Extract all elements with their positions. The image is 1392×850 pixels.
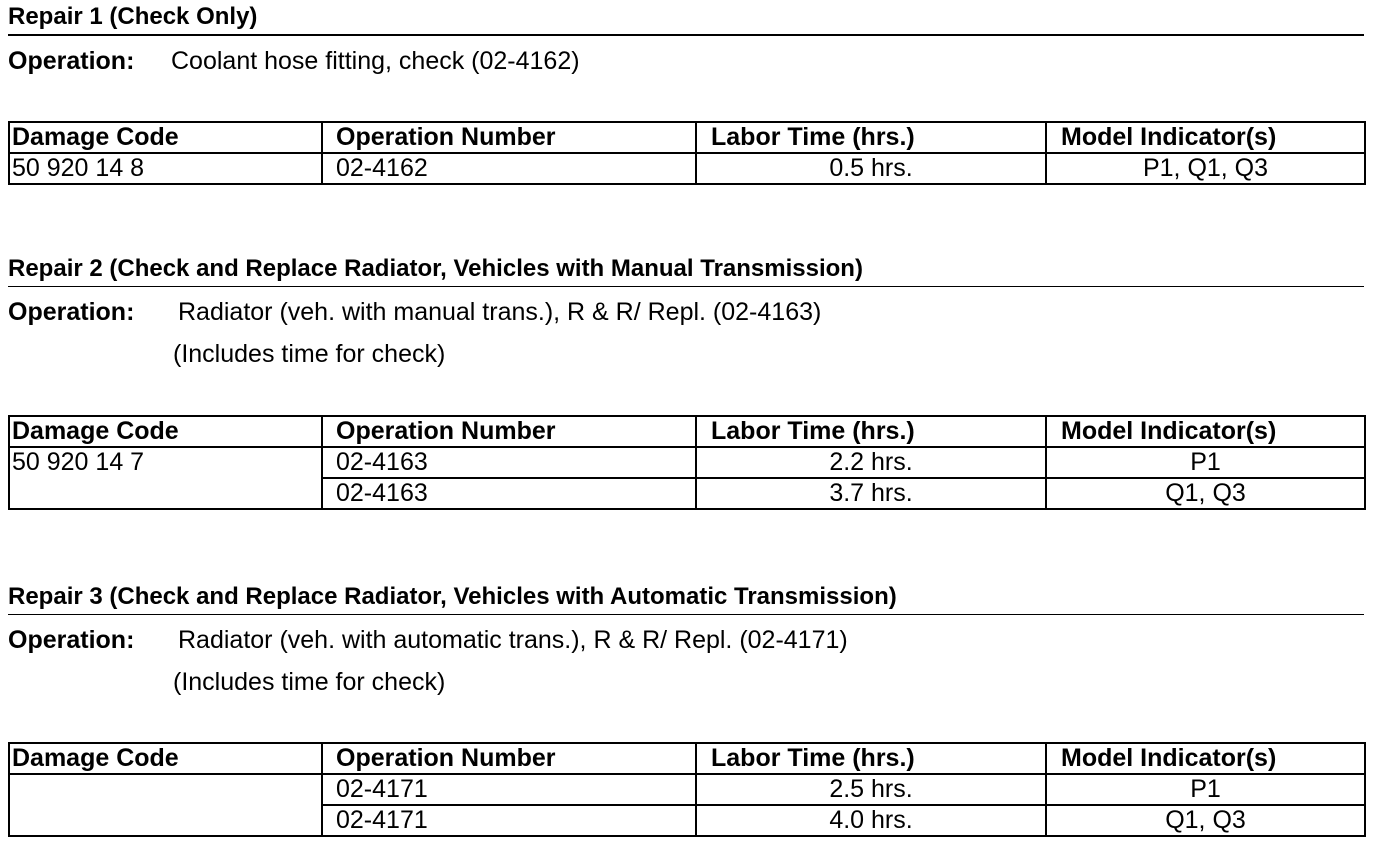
- header-operation-number: Operation Number: [322, 416, 696, 447]
- repair-1-operation: [8, 46, 1364, 76]
- repair-2-operation: [8, 297, 1364, 327]
- repair-3-section: [8, 583, 1364, 697]
- labor-time-cell: 2.2 hrs.: [696, 447, 1046, 478]
- header-damage-code: Damage Code: [9, 122, 322, 153]
- model-indicators-cell: P1: [1046, 774, 1365, 805]
- repair-2-note: (Includes time for check): [173, 340, 446, 368]
- labor-time-cell: 4.0 hrs.: [696, 805, 1046, 836]
- repair-2-section: [8, 255, 1364, 369]
- model-indicators-cell: P1: [1046, 447, 1365, 478]
- header-operation-number: Operation Number: [322, 122, 696, 153]
- operation-label: Operation:: [8, 626, 135, 654]
- model-indicators-cell: Q1, Q3: [1046, 805, 1365, 836]
- header-model-indicators: Model Indicator(s): [1046, 743, 1365, 774]
- table-row: [9, 447, 1365, 478]
- operation-number-cell: 02-4171: [322, 805, 696, 836]
- repair-1-heading: Repair 1 (Check Only): [8, 3, 1364, 36]
- labor-time-cell: 3.7 hrs.: [696, 478, 1046, 509]
- header-labor-time: Labor Time (hrs.): [696, 743, 1046, 774]
- damage-code-cell: 50 920 14 7: [9, 447, 322, 509]
- repair-2-table: [8, 415, 1366, 510]
- header-damage-code: Damage Code: [9, 416, 322, 447]
- header-model-indicators: Model Indicator(s): [1046, 416, 1365, 447]
- table-header-row: [9, 743, 1365, 774]
- header-damage-code: Damage Code: [9, 743, 322, 774]
- table-header-row: [9, 122, 1365, 153]
- operation-label: Operation:: [8, 298, 135, 326]
- header-operation-number: Operation Number: [322, 743, 696, 774]
- header-labor-time: Labor Time (hrs.): [696, 122, 1046, 153]
- damage-code-cell: 50 920 14 8: [9, 153, 322, 184]
- model-indicators-cell: P1, Q1, Q3: [1046, 153, 1365, 184]
- repair-3-note: (Includes time for check): [173, 668, 446, 696]
- header-labor-time: Labor Time (hrs.): [696, 416, 1046, 447]
- operation-number-cell: 02-4163: [322, 447, 696, 478]
- operation-number-cell: 02-4163: [322, 478, 696, 509]
- table-header-row: [9, 416, 1365, 447]
- repair-3-heading: Repair 3 (Check and Replace Radiator, Vehicles with Automatic Transmission): [8, 583, 1364, 615]
- operation-number-cell: 02-4162: [322, 153, 696, 184]
- operation-description: Coolant hose fitting, check (02-4162): [171, 47, 580, 75]
- damage-code-cell: [9, 774, 322, 836]
- header-model-indicators: Model Indicator(s): [1046, 122, 1365, 153]
- table-row: [9, 774, 1365, 805]
- repair-3-table: [8, 742, 1366, 837]
- repair-1-table: [8, 121, 1366, 185]
- repair-1-section: [8, 3, 1364, 76]
- labor-time-cell: 2.5 hrs.: [696, 774, 1046, 805]
- repair-2-heading: Repair 2 (Check and Replace Radiator, Vehicles with Manual Transmission): [8, 255, 1364, 287]
- table-row: [9, 153, 1365, 184]
- operation-number-cell: 02-4171: [322, 774, 696, 805]
- operation-label: Operation:: [8, 47, 135, 75]
- operation-description: Radiator (veh. with automatic trans.), R & R/ Repl. (02-4171): [178, 626, 848, 654]
- model-indicators-cell: Q1, Q3: [1046, 478, 1365, 509]
- operation-description: Radiator (veh. with manual trans.), R & R/ Repl. (02-4163): [178, 298, 822, 326]
- labor-time-cell: 0.5 hrs.: [696, 153, 1046, 184]
- repair-3-operation: [8, 625, 1364, 655]
